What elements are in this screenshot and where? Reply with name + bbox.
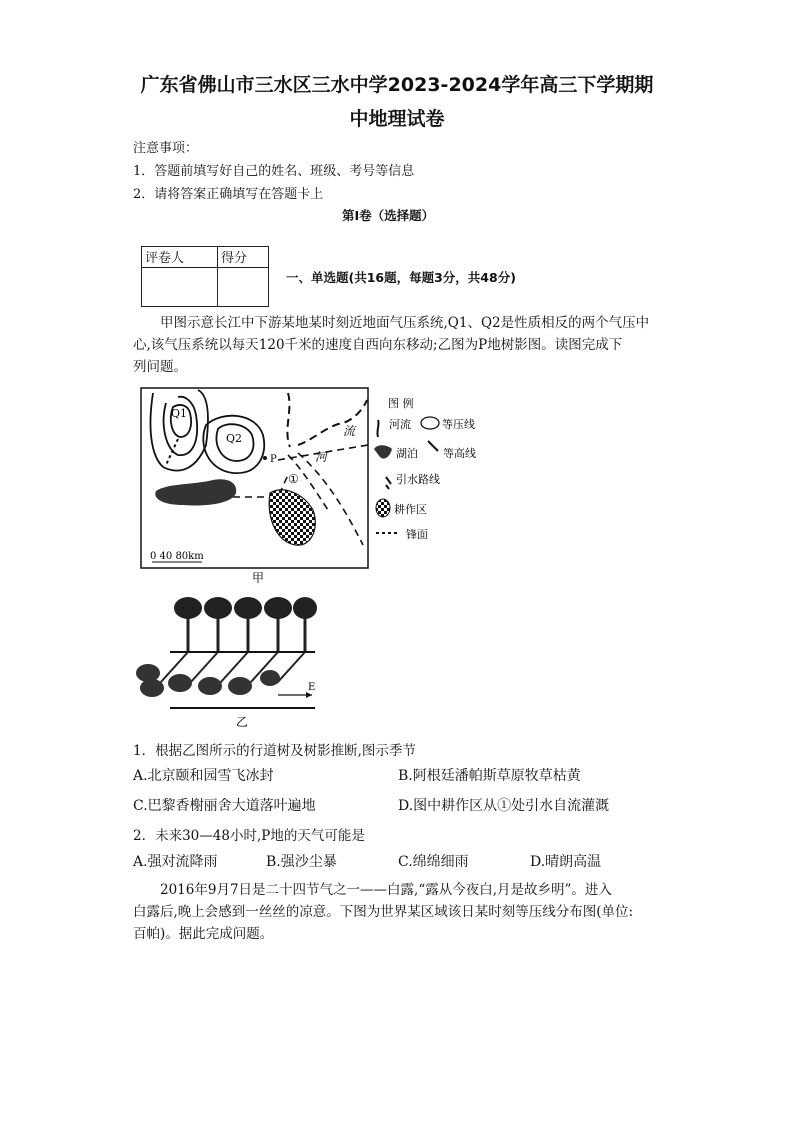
q1-option-d: D.图中耕作区从①处引水自流灌溉 bbox=[398, 798, 610, 814]
legend-farmland: 耕作区 bbox=[394, 503, 427, 516]
intro-line-1: 甲图示意长江中下游某地某时刻近地面气压系统,Q1、Q2是性质相反的两个气压中 bbox=[160, 315, 650, 331]
score-table-score-cell bbox=[218, 268, 269, 307]
notes-item-1: 1．答题前填写好自己的姓名、班级、考号等信息 bbox=[133, 164, 415, 179]
legend-lake-icon bbox=[374, 445, 392, 458]
legend-contour: 等高线 bbox=[443, 447, 476, 460]
point-p bbox=[263, 456, 267, 460]
legend-isobar: 等压线 bbox=[442, 418, 475, 431]
label-liu: 流 bbox=[343, 424, 356, 438]
title-line-1: 广东省佛山市三水区三水中学2023-2024学年高三下学期期 bbox=[140, 74, 654, 96]
map-caption: 甲 bbox=[252, 571, 265, 585]
legend-canal-icon bbox=[386, 477, 391, 489]
intro2-paragraph bbox=[133, 879, 663, 945]
pressure-system-map bbox=[138, 385, 478, 585]
q1-option-a: A.北京颐和园雪飞冰封 bbox=[133, 768, 274, 784]
label-circle-1: ① bbox=[288, 472, 299, 486]
section-heading: 一、单选题(共16题，每题3分，共48分) bbox=[286, 270, 516, 285]
legend-river: 河流 bbox=[389, 418, 411, 431]
q2-option-b: B.强沙尘暴 bbox=[266, 854, 337, 870]
notes-heading: 注意事项： bbox=[133, 141, 199, 156]
notes-item-2: 2．请将答案正确填写在答题卡上 bbox=[133, 187, 324, 202]
legend-lake: 湖泊 bbox=[396, 447, 418, 460]
intro-line-3: 列问题。 bbox=[133, 359, 187, 375]
legend-farmland-icon bbox=[376, 499, 390, 517]
legend-title: 图 例 bbox=[388, 397, 414, 410]
q1-option-c: C.巴黎香榭丽舍大道落叶遍地 bbox=[133, 798, 316, 814]
intro2-line-2: 白露后,晚上会感到一丝丝的凉意。下图为世界某区域该日某时刻等压线分布图(单位: bbox=[133, 904, 634, 920]
score-table bbox=[141, 246, 269, 307]
label-p: P bbox=[270, 454, 277, 465]
legend-front: 锋面 bbox=[406, 528, 428, 541]
east-label: E bbox=[308, 682, 316, 693]
scale-label: 0 40 80km bbox=[150, 551, 204, 562]
intro-line-2: 心,该气压系统以每天120千米的速度自西向东移动;乙图为P地树影图。读图完成下 bbox=[133, 337, 623, 353]
score-table-score-label: 得分 bbox=[218, 247, 269, 268]
score-table-reviewer-cell bbox=[142, 268, 218, 307]
legend-canal: 引水路线 bbox=[396, 473, 440, 486]
q2-option-d: D.晴朗高温 bbox=[530, 854, 602, 870]
tree-figure-caption: 乙 bbox=[236, 715, 249, 728]
q2-stem: 2．未来30—48小时,P地的天气可能是 bbox=[133, 828, 365, 844]
label-q1: Q1 bbox=[171, 407, 188, 420]
score-table-reviewer-label: 评卷人 bbox=[142, 247, 218, 268]
label-q2: Q2 bbox=[226, 432, 243, 445]
q1-stem: 1．根据乙图所示的行道树及树影推断,图示季节 bbox=[133, 743, 416, 759]
intro2-line-3: 百帕)。据此完成问题。 bbox=[133, 926, 274, 942]
trees bbox=[174, 597, 317, 652]
volume-heading: 第I卷（选择题） bbox=[342, 208, 435, 223]
legend-isobar-icon bbox=[421, 417, 439, 429]
title-line-2: 中地理试卷 bbox=[349, 108, 445, 130]
legend-river-icon bbox=[377, 420, 378, 437]
intro2-line-1: 2016年9月7日是二十四节气之一——白露,“露从今夜白,月是故乡明”。进入 bbox=[160, 882, 612, 898]
q2-option-c: C.绵绵细雨 bbox=[398, 854, 469, 870]
q2-option-a: A.强对流降雨 bbox=[133, 854, 218, 870]
tree-shadow-figure bbox=[130, 588, 330, 728]
label-he: 河 bbox=[315, 450, 328, 464]
canopy-shadows bbox=[136, 664, 280, 697]
legend-contour-icon bbox=[428, 441, 438, 451]
q1-option-b: B.阿根廷潘帕斯草原牧草枯黄 bbox=[398, 768, 581, 784]
intro-paragraph bbox=[133, 312, 663, 378]
